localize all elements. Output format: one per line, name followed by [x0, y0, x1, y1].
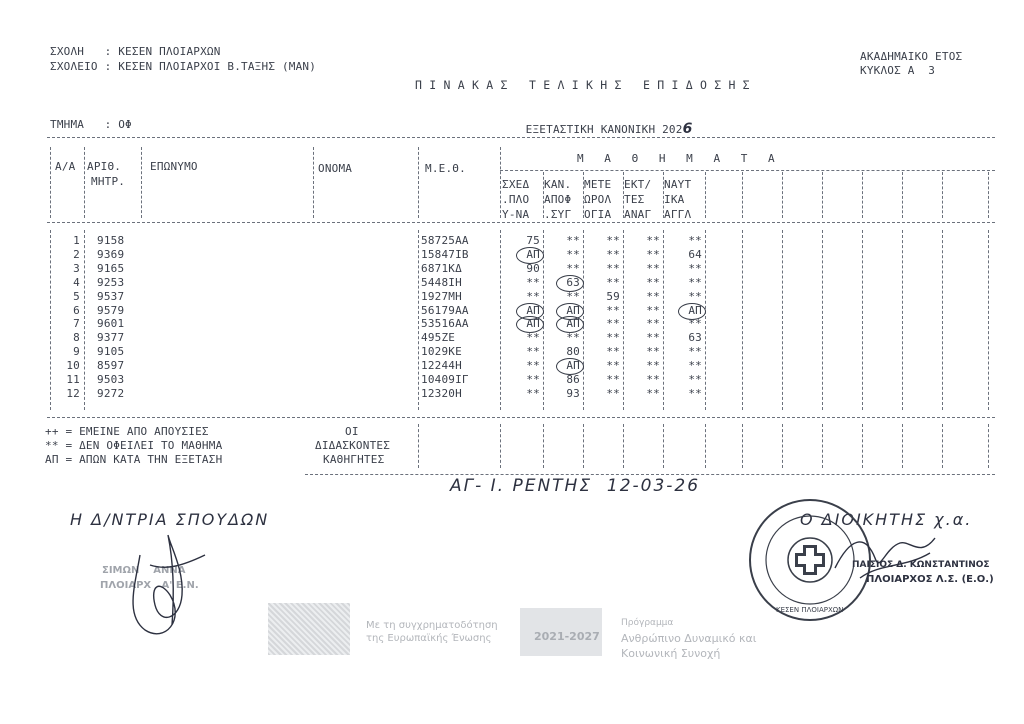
subject-header-2-l3: .ΣΥΓ [544, 208, 572, 221]
column-separator [902, 172, 903, 218]
row-grade: ** [646, 317, 660, 331]
row-grade: ** [606, 234, 620, 247]
row-grade: ** [566, 247, 580, 261]
column-separator [50, 147, 51, 218]
row-grade: ** [688, 317, 702, 331]
row-grade: ** [606, 275, 620, 289]
legend-separator [583, 424, 584, 468]
legend-separator [988, 424, 989, 468]
legend-separator [942, 424, 943, 468]
program-label: Πρόγραμμα [621, 618, 674, 628]
row-separator [583, 230, 584, 410]
row-grade: ** [606, 247, 620, 261]
row-grade: ** [526, 373, 540, 386]
row-aa: 12 [66, 386, 80, 400]
row-grade: ** [646, 386, 660, 400]
teachers-l3: ΚΑΘΗΓΗΤΕΣ [323, 453, 385, 466]
row-grade: ** [688, 275, 702, 289]
row-grade: ** [526, 386, 540, 400]
legend-separator [543, 424, 544, 468]
row-aa: 7 [73, 317, 80, 331]
row-aa: 9 [73, 345, 80, 359]
row-meth: 6871ΚΔ [421, 261, 462, 275]
row-grade: ** [688, 359, 702, 373]
row-mitr: 9377 [97, 331, 125, 345]
row-grade: ** [646, 359, 660, 373]
column-separator [988, 172, 989, 218]
row-aa: 5 [73, 289, 80, 303]
cycle-label: ΚΥΚΛΟΣ Α 3 [860, 64, 936, 77]
row-aa: 8 [73, 331, 80, 345]
column-separator [313, 147, 314, 218]
director-title: Η Δ/ΝΤΡΙΑ ΣΠΟΥΔΩΝ [70, 510, 270, 529]
row-mitr: 9105 [97, 345, 125, 359]
subject-header-3-l3: ΟΓΙΑ [584, 208, 612, 221]
row-meth: 53516ΑΑ [421, 317, 469, 331]
row-meth: 12244Η [421, 359, 462, 373]
subject-header-5-l3: ΑΓΓΛ [664, 208, 692, 221]
column-separator [862, 172, 863, 218]
col-onoma: ΟΝΟΜΑ [318, 162, 353, 175]
rows-bottom-rule [47, 417, 995, 418]
director-stamp-rank: ΠΛΟΙΑΡΧ Α' Ε.Ν. [100, 580, 199, 591]
row-grade: ** [526, 331, 540, 345]
row-aa: 4 [73, 275, 80, 289]
subject-header-4-l3: ΑΝΑΓ [624, 208, 652, 221]
academic-year-label: ΑΚΑΔΗΜΑΙΚΟ ΕΤΟΣ [860, 50, 963, 63]
row-separator [988, 230, 989, 410]
legend-bottom-rule [305, 474, 995, 475]
row-grade: 90 [526, 261, 540, 275]
legend-not-owed: ** = ΔΕΝ ΟΦΕΙΛΕΙ ΤΟ ΜΑΘΗΜΑ [45, 439, 223, 452]
col-mathimata: Μ Α Θ Η Μ Α Τ Α [577, 152, 775, 165]
top-rule [47, 137, 995, 138]
col-aa: Α/Α [55, 160, 76, 173]
row-grade: ** [688, 345, 702, 359]
subject-header-4-l1: ΕΚΤ/ [624, 178, 652, 191]
subject-header-5-l1: ΝΑΥΤ [664, 178, 692, 191]
department-label: ΤΜΗΜΑ : ΟΦ [50, 118, 132, 131]
row-grade: ** [688, 289, 702, 303]
legend-absent-exam: ΑΠ = ΑΠΩΝ ΚΑΤΑ ΤΗΝ ΕΞΕΤΑΣΗ [45, 453, 223, 466]
row-grade: ΑΠ [526, 303, 540, 317]
protocol-handwritten: ΑΓ- Ι. ΡΕΝΤΗΣ 12-03-26 [450, 476, 701, 496]
row-separator [742, 230, 743, 410]
row-grade: ** [688, 234, 702, 247]
subject-header-5-l2: ΙΚΑ [664, 193, 685, 206]
column-separator [663, 172, 664, 218]
row-grade: ** [646, 373, 660, 386]
header-rule [47, 222, 995, 223]
row-grade: ** [646, 247, 660, 261]
eu-cofunding-text1: Με τη συγχρηματοδότηση [366, 620, 498, 631]
row-separator [84, 230, 85, 410]
legend-separator [500, 424, 501, 468]
row-grade: ΑΠ [566, 359, 580, 373]
row-grade: ** [526, 359, 540, 373]
row-grade: ΑΠ [526, 247, 540, 261]
subject-header-2-l2: ΑΠΟΦ [544, 193, 572, 206]
row-grade: ** [646, 345, 660, 359]
row-grade: 93 [566, 386, 580, 400]
school-subline: ΣΧΟΛΕΙΟ : ΚΕΣΕΝ ΠΛΟΙΑΡΧΟΙ Β.ΤΑΞΗΣ (ΜΑΝ) [50, 60, 317, 73]
row-grade: ** [606, 373, 620, 386]
row-grade: ** [566, 261, 580, 275]
row-meth: 1029ΚΕ [421, 345, 462, 359]
row-separator [50, 230, 51, 410]
col-arith: ΑΡΙΘ. [87, 160, 122, 173]
page-title: Π Ι Ν Α Κ Α Σ Τ Ε Λ Ι Κ Η Σ Ε Π Ι Δ Ο Σ Η Σ [415, 78, 750, 92]
teachers-l2: ΔΙΔΑΣΚΟΝΤΕΣ [315, 439, 391, 452]
row-grade: 86 [566, 373, 580, 386]
subject-header-1-l3: Υ-ΝΑ [502, 208, 530, 221]
column-separator [705, 172, 706, 218]
row-mitr: 9579 [97, 303, 125, 317]
row-grade: ΑΠ [688, 303, 702, 317]
row-grade: ** [566, 234, 580, 247]
row-grade: ** [688, 373, 702, 386]
row-mitr: 9369 [97, 247, 125, 261]
legend-absences: ++ = ΕΜΕΙΝΕ ΑΠΟ ΑΠΟΥΣΙΕΣ [45, 425, 209, 438]
legend-separator [623, 424, 624, 468]
legend-separator [822, 424, 823, 468]
row-grade: ** [646, 303, 660, 317]
seal-ring-text: ΚΕΣΕΝ ΠΛΟΙΑΡΧΩΝ [776, 606, 844, 614]
legend-separator [418, 424, 419, 468]
row-aa: 1 [73, 234, 80, 247]
column-separator [84, 147, 85, 218]
teachers-l1: ΟΙ [345, 425, 359, 438]
row-grade: ** [526, 275, 540, 289]
column-separator [500, 147, 501, 218]
row-grade: ΑΠ [566, 303, 580, 317]
row-grade: 63 [566, 275, 580, 289]
row-grade: 59 [606, 289, 620, 303]
row-separator [902, 230, 903, 410]
program-line1: Ανθρώπινο Δυναμικό και [621, 632, 757, 645]
row-grade: ΑΠ [526, 317, 540, 331]
column-separator [583, 172, 584, 218]
row-meth: 10409ΙΓ [421, 373, 469, 386]
eu-cofunding-text2: της Ευρωπαϊκής Ένωσης [366, 633, 492, 644]
row-separator [942, 230, 943, 410]
column-separator [418, 147, 419, 218]
legend-separator [862, 424, 863, 468]
legend-separator [902, 424, 903, 468]
row-grade: ΑΠ [566, 317, 580, 331]
row-meth: 15847ΙΒ [421, 247, 469, 261]
legend-separator [705, 424, 706, 468]
row-meth: 56179ΑΑ [421, 303, 469, 317]
commander-stamp-name: ΠΑΙΣΙΟΣ Δ. ΚΩΝΣΤΑΝΤΙΝΟΣ [852, 560, 990, 570]
row-aa: 6 [73, 303, 80, 317]
row-mitr: 8597 [97, 359, 125, 373]
row-grade: ** [688, 386, 702, 400]
director-stamp-name: ΣΙΜΩΝ ΑΝΝΑ [102, 565, 186, 576]
row-grade: 80 [566, 345, 580, 359]
row-grade: ** [606, 386, 620, 400]
subject-header-1-l1: ΣΧΕΔ [502, 178, 530, 191]
column-separator [782, 172, 783, 218]
row-separator [663, 230, 664, 410]
school-line: ΣΧΟΛΗ : ΚΕΣΕΝ ΠΛΟΙΑΡΧΩΝ [50, 45, 221, 58]
row-mitr: 9601 [97, 317, 125, 331]
row-separator [862, 230, 863, 410]
subject-header-3-l1: ΜΕΤΕ [584, 178, 612, 191]
espa-years: 2021-2027 [534, 630, 600, 643]
subject-header-4-l2: ΤΕΣ [624, 193, 645, 206]
commander-title: Ο ΔΙΟΙΚΗΤΗΣ χ.α. [800, 510, 973, 529]
row-separator [822, 230, 823, 410]
row-grade: ** [646, 289, 660, 303]
row-grade: ** [688, 261, 702, 275]
row-meth: 12320Η [421, 386, 462, 400]
row-meth: 1927ΜΗ [421, 289, 462, 303]
row-grade: ** [606, 303, 620, 317]
row-separator [782, 230, 783, 410]
row-grade: ** [606, 261, 620, 275]
row-grade: 75 [526, 234, 540, 247]
row-mitr: 9253 [97, 275, 125, 289]
row-mitr: 9158 [97, 234, 125, 247]
exam-year-handwritten: 6 [682, 121, 693, 137]
col-meth: Μ.Ε.Θ. [425, 162, 466, 175]
row-grade: ** [646, 275, 660, 289]
row-grade: ** [566, 289, 580, 303]
row-grade: ** [566, 331, 580, 345]
exam-period-text: ΕΞΕΤΑΣΤΙΚΗ ΚΑΝΟΝΙΚΗ 202 [525, 123, 683, 136]
column-separator [543, 172, 544, 218]
row-grade: ** [606, 359, 620, 373]
row-meth: 5448ΙΗ [421, 275, 462, 289]
row-aa: 11 [66, 373, 80, 386]
program-line2: Κοινωνική Συνοχή [621, 647, 721, 660]
row-grade: 64 [688, 247, 702, 261]
row-grade: ** [526, 345, 540, 359]
director-signature [110, 525, 220, 640]
col-eponymo: ΕΠΩΝΥΜΟ [150, 160, 198, 173]
column-separator [942, 172, 943, 218]
column-separator [623, 172, 624, 218]
row-aa: 3 [73, 261, 80, 275]
row-mitr: 9165 [97, 261, 125, 275]
commander-stamp-rank: ΠΛΟΙΑΡΧΟΣ Λ.Σ. (Ε.Ο.) [866, 574, 994, 585]
row-meth: 58725ΑΑ [421, 234, 469, 247]
row-separator [418, 230, 419, 410]
subject-header-3-l2: ΩΡΟΛ [584, 193, 612, 206]
subject-header-2-l1: ΚΑΝ. [544, 178, 572, 191]
row-separator [500, 230, 501, 410]
row-mitr: 9272 [97, 386, 125, 400]
row-grade: 63 [688, 331, 702, 345]
legend-separator [663, 424, 664, 468]
column-separator [822, 172, 823, 218]
legend-separator [742, 424, 743, 468]
row-grade: ** [606, 317, 620, 331]
row-grade: ** [526, 289, 540, 303]
row-aa: 10 [66, 359, 80, 373]
row-grade: ** [646, 261, 660, 275]
eu-flag-logo [268, 603, 350, 655]
row-grade: ** [606, 331, 620, 345]
legend-separator [782, 424, 783, 468]
row-separator [623, 230, 624, 410]
row-grade: ** [606, 345, 620, 359]
row-meth: 495ΖΕ [421, 331, 456, 345]
subject-rule [500, 170, 995, 171]
subject-header-1-l2: .ΠΛΟ [502, 193, 530, 206]
column-separator [141, 147, 142, 218]
row-separator [705, 230, 706, 410]
row-mitr: 9537 [97, 289, 125, 303]
exam-period [512, 108, 693, 137]
column-separator [742, 172, 743, 218]
row-aa: 2 [73, 247, 80, 261]
row-grade: ** [646, 331, 660, 345]
col-mitr: ΜΗΤΡ. [91, 175, 126, 188]
row-mitr: 9503 [97, 373, 125, 386]
row-grade: ** [646, 234, 660, 247]
